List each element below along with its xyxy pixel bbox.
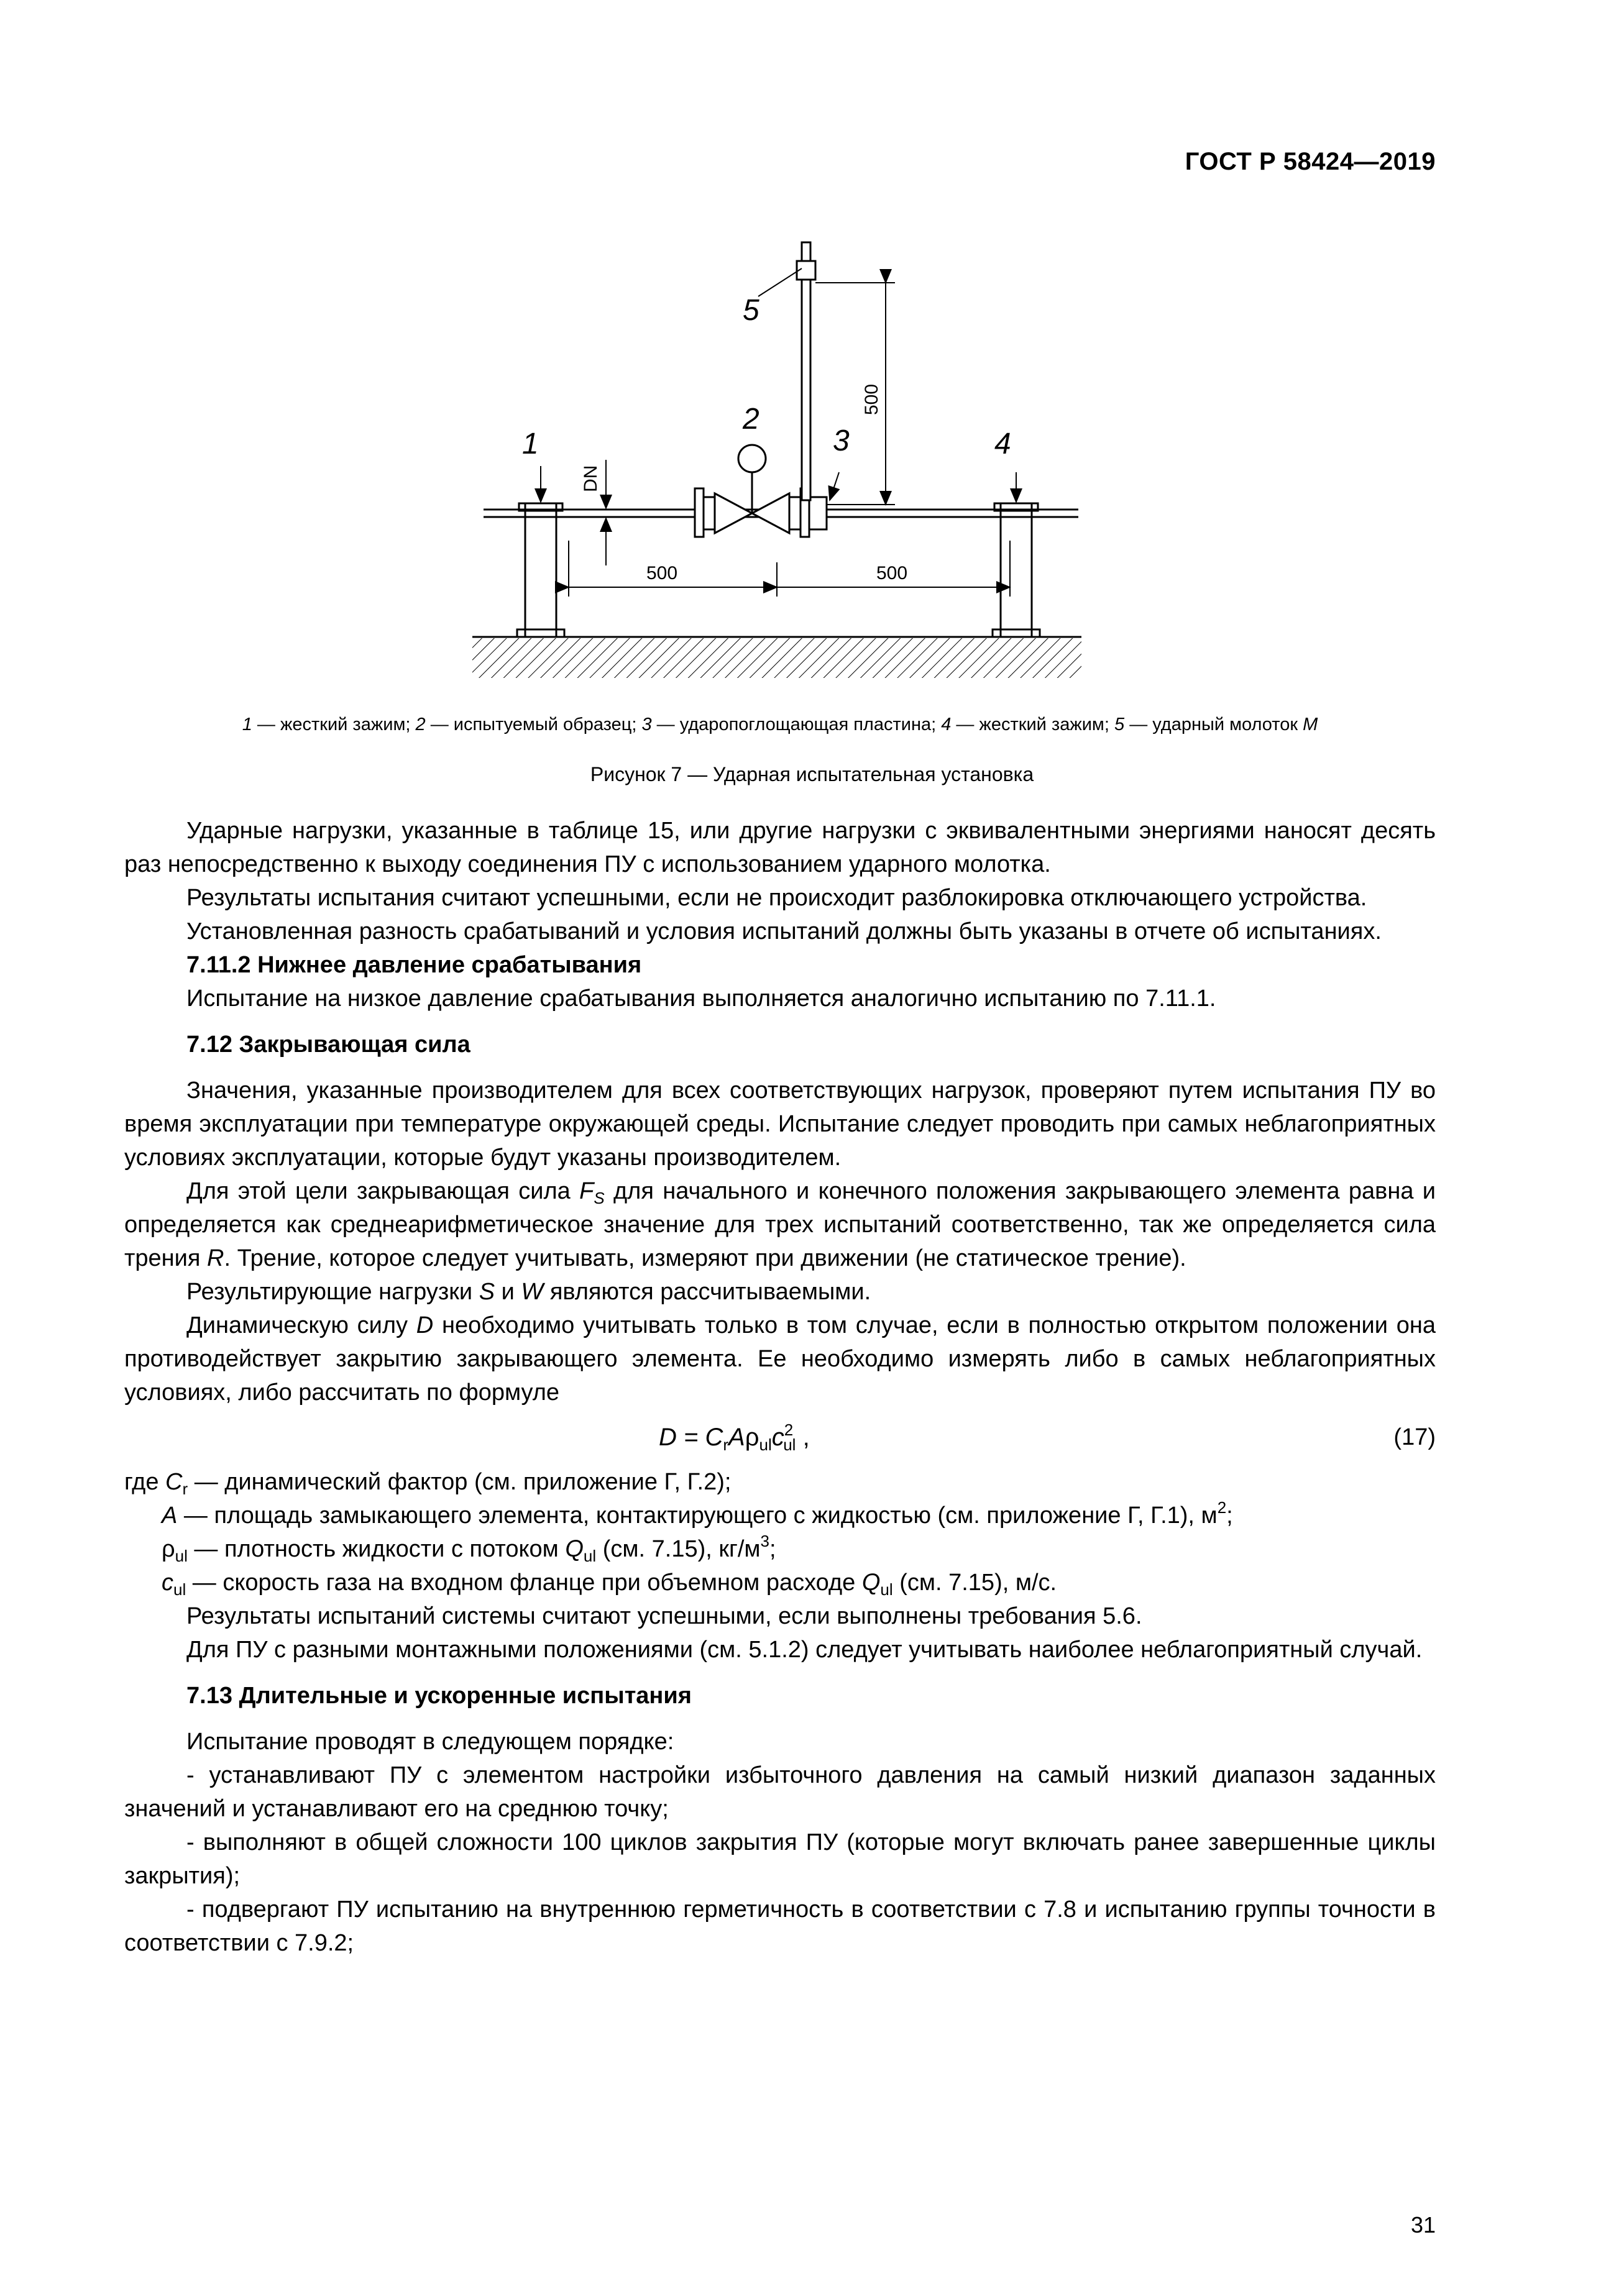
subscript: ul	[583, 1547, 597, 1565]
formula-17	[124, 1416, 1436, 1465]
equation-number: (17)	[1393, 1424, 1436, 1450]
symbol: S	[479, 1279, 495, 1305]
section-heading-7-11-2: 7.11.2 Нижнее давление срабатывания	[186, 952, 642, 978]
text-run: Результирующие нагрузки	[186, 1279, 479, 1305]
paragraph	[124, 1275, 1436, 1309]
formula-part: 2	[784, 1420, 794, 1439]
legend-text: — ударный молоток	[1124, 715, 1303, 734]
paragraph	[124, 1532, 1436, 1566]
paragraph	[124, 1499, 1436, 1532]
legend-symbol: M	[1303, 715, 1318, 734]
formula-part: ul	[759, 1435, 772, 1454]
paragraph: Значения, указанные производителем для всех соответствующих нагрузок, проверяют путем испытания ПУ во время эксплуатации при температуре окружающей среды. Испытание следует проводить при самых неблагоприятных условиях эксплуатации, которые будут указаны производителем.	[124, 1077, 1436, 1171]
ground	[472, 637, 1081, 678]
superscript: 2	[1217, 1498, 1227, 1517]
legend-number: 5	[1114, 715, 1125, 734]
text-run: ;	[1226, 1502, 1233, 1529]
dimension-500-vertical: 500	[861, 383, 882, 415]
paragraph	[124, 1309, 1436, 1409]
paragraph: Результаты испытаний системы считают успешными, если выполнены требования 5.6.	[186, 1603, 1142, 1629]
impact-test-rig-figure	[460, 230, 1094, 690]
formula-part: c	[771, 1424, 784, 1451]
legend-number: 1	[242, 715, 252, 734]
page-number: 31	[1410, 2212, 1436, 2238]
text-run: . Трение, которое следует учитывать, измеряют при движении (не статическое трение).	[224, 1245, 1186, 1271]
callout-1: 1	[522, 428, 539, 460]
text-run: для начального и конечного положения закрывающего элемента равна и определяется как среднеарифметическое значение для трех испытаний соответственно, так же определяется сила трения	[124, 1178, 1436, 1271]
text-run: — скорость газа на входном фланце при объемном расходе	[186, 1570, 862, 1596]
formula-part: ul	[783, 1435, 796, 1454]
symbol: C	[165, 1469, 183, 1495]
callout-4: 4	[994, 428, 1011, 460]
formula-part: A	[728, 1424, 745, 1451]
document-body	[124, 814, 1436, 1960]
right-support	[993, 503, 1040, 637]
paragraph: Результаты испытания считают успешными, если не происходит разблокировка отключающего устройства.	[186, 885, 1367, 911]
left-support	[517, 503, 564, 637]
paragraph	[124, 1465, 1436, 1499]
symbol: Q	[861, 1570, 881, 1596]
list-item: - выполняют в общей сложности 100 циклов закрытия ПУ (которые могут включать ранее завершенные циклы закрытия);	[124, 1829, 1436, 1889]
subscript: ul	[173, 1580, 186, 1599]
subscript: ul	[880, 1580, 893, 1599]
symbol: ρ	[162, 1536, 175, 1562]
formula-part: ,	[796, 1424, 810, 1451]
formula-part: r	[723, 1435, 729, 1454]
document-code: ГОСТ Р 58424—2019	[1185, 148, 1436, 175]
symbol: A	[162, 1502, 178, 1529]
superscript: 3	[760, 1532, 769, 1550]
list-item: - подвергают ПУ испытанию на внутреннюю герметичность в соответствии с 7.8 и испытанию группы точности в соответствии с 7.9.2;	[124, 1896, 1436, 1956]
dimension-dn: DN	[580, 465, 601, 492]
legend-text: — испытуемый образец;	[425, 715, 642, 734]
symbol: D	[416, 1312, 434, 1338]
text-run: (см. 7.15), кг/м	[596, 1536, 761, 1562]
text-run: где	[124, 1469, 166, 1495]
dimension-500-left: 500	[646, 563, 678, 583]
section-heading-7-12: 7.12 Закрывающая сила	[186, 1031, 470, 1058]
legend-number: 3	[641, 715, 652, 734]
figure-legend	[124, 715, 1436, 735]
formula-part: D = C	[659, 1424, 723, 1451]
symbol: Q	[565, 1536, 584, 1562]
test-valve	[695, 445, 809, 537]
symbol: F	[579, 1178, 594, 1204]
subscript: r	[182, 1480, 188, 1498]
text-run: ;	[769, 1536, 776, 1562]
callout-2: 2	[743, 403, 759, 436]
callout-5: 5	[743, 294, 759, 327]
list-item: - устанавливают ПУ с элементом настройки избыточного давления на самый низкий диапазон заданных значений и устанавливают его на среднюю точку;	[124, 1762, 1436, 1822]
impact-plate-and-hammer	[797, 242, 827, 529]
callout-3: 3	[833, 424, 850, 457]
paragraph: Испытание на низкое давление срабатывания выполняется аналогично испытанию по 7.11.1.	[186, 986, 1216, 1012]
paragraph	[124, 1174, 1436, 1275]
subscript: S	[594, 1189, 605, 1207]
text-run: (см. 7.15), м/с.	[892, 1570, 1057, 1596]
paragraph: Ударные нагрузки, указанные в таблице 15, или другие нагрузки с эквивалентными энергиями наносят десять раз непосредственно к выходу соединения ПУ с использованием ударного молотка.	[124, 818, 1436, 877]
paragraph: Установленная разность срабатываний и условия испытаний должны быть указаны в отчете об испытаниях.	[186, 918, 1382, 944]
paragraph	[124, 1566, 1436, 1599]
text-run: — площадь замыкающего элемента, контактирующего с жидкостью (см. приложение Г, Г.1), м	[177, 1502, 1218, 1529]
section-heading-7-13: 7.13 Длительные и ускоренные испытания	[186, 1683, 692, 1709]
text-run: — динамический фактор (см. приложение Г, Г.2);	[188, 1469, 732, 1495]
formula-expression	[659, 1420, 810, 1454]
text-run: Для этой цели закрывающая сила	[186, 1178, 580, 1204]
text-run: Динамическую силу	[186, 1312, 416, 1338]
text-run: и	[495, 1279, 521, 1305]
legend-text: — жесткий зажим;	[252, 715, 416, 734]
formula-legend	[124, 1465, 1436, 1599]
paragraph: Для ПУ с разными монтажными положениями (см. 5.1.2) следует учитывать наиболее неблагоприятный случай.	[186, 1637, 1423, 1663]
formula-part: ρ	[745, 1424, 759, 1451]
figure-caption: Рисунок 7 — Ударная испытательная установка	[590, 763, 1034, 785]
symbol: c	[162, 1570, 173, 1596]
dimension-500-right: 500	[876, 563, 908, 583]
subscript: ul	[175, 1547, 188, 1565]
paragraph: Испытание проводят в следующем порядке:	[186, 1729, 674, 1755]
text-run: — плотность жидкости с потоком	[187, 1536, 566, 1562]
legend-text: — удaропоглощающая пластина;	[651, 715, 942, 734]
legend-number: 4	[941, 715, 952, 734]
legend-number: 2	[415, 715, 426, 734]
text-run: необходимо учитывать только в том случае, если в полностью открытом положении она противодействует закрытию закрывающего элемента. Ее необходимо измерять либо в самых неблагоприятных условиях, либо рассчитать по формуле	[124, 1312, 1436, 1406]
legend-text: — жесткий зажим;	[951, 715, 1114, 734]
dimension-lines	[541, 268, 1016, 597]
text-run: являются рассчитываемыми.	[543, 1279, 871, 1305]
symbol: R	[207, 1245, 224, 1271]
symbol: W	[521, 1279, 544, 1305]
